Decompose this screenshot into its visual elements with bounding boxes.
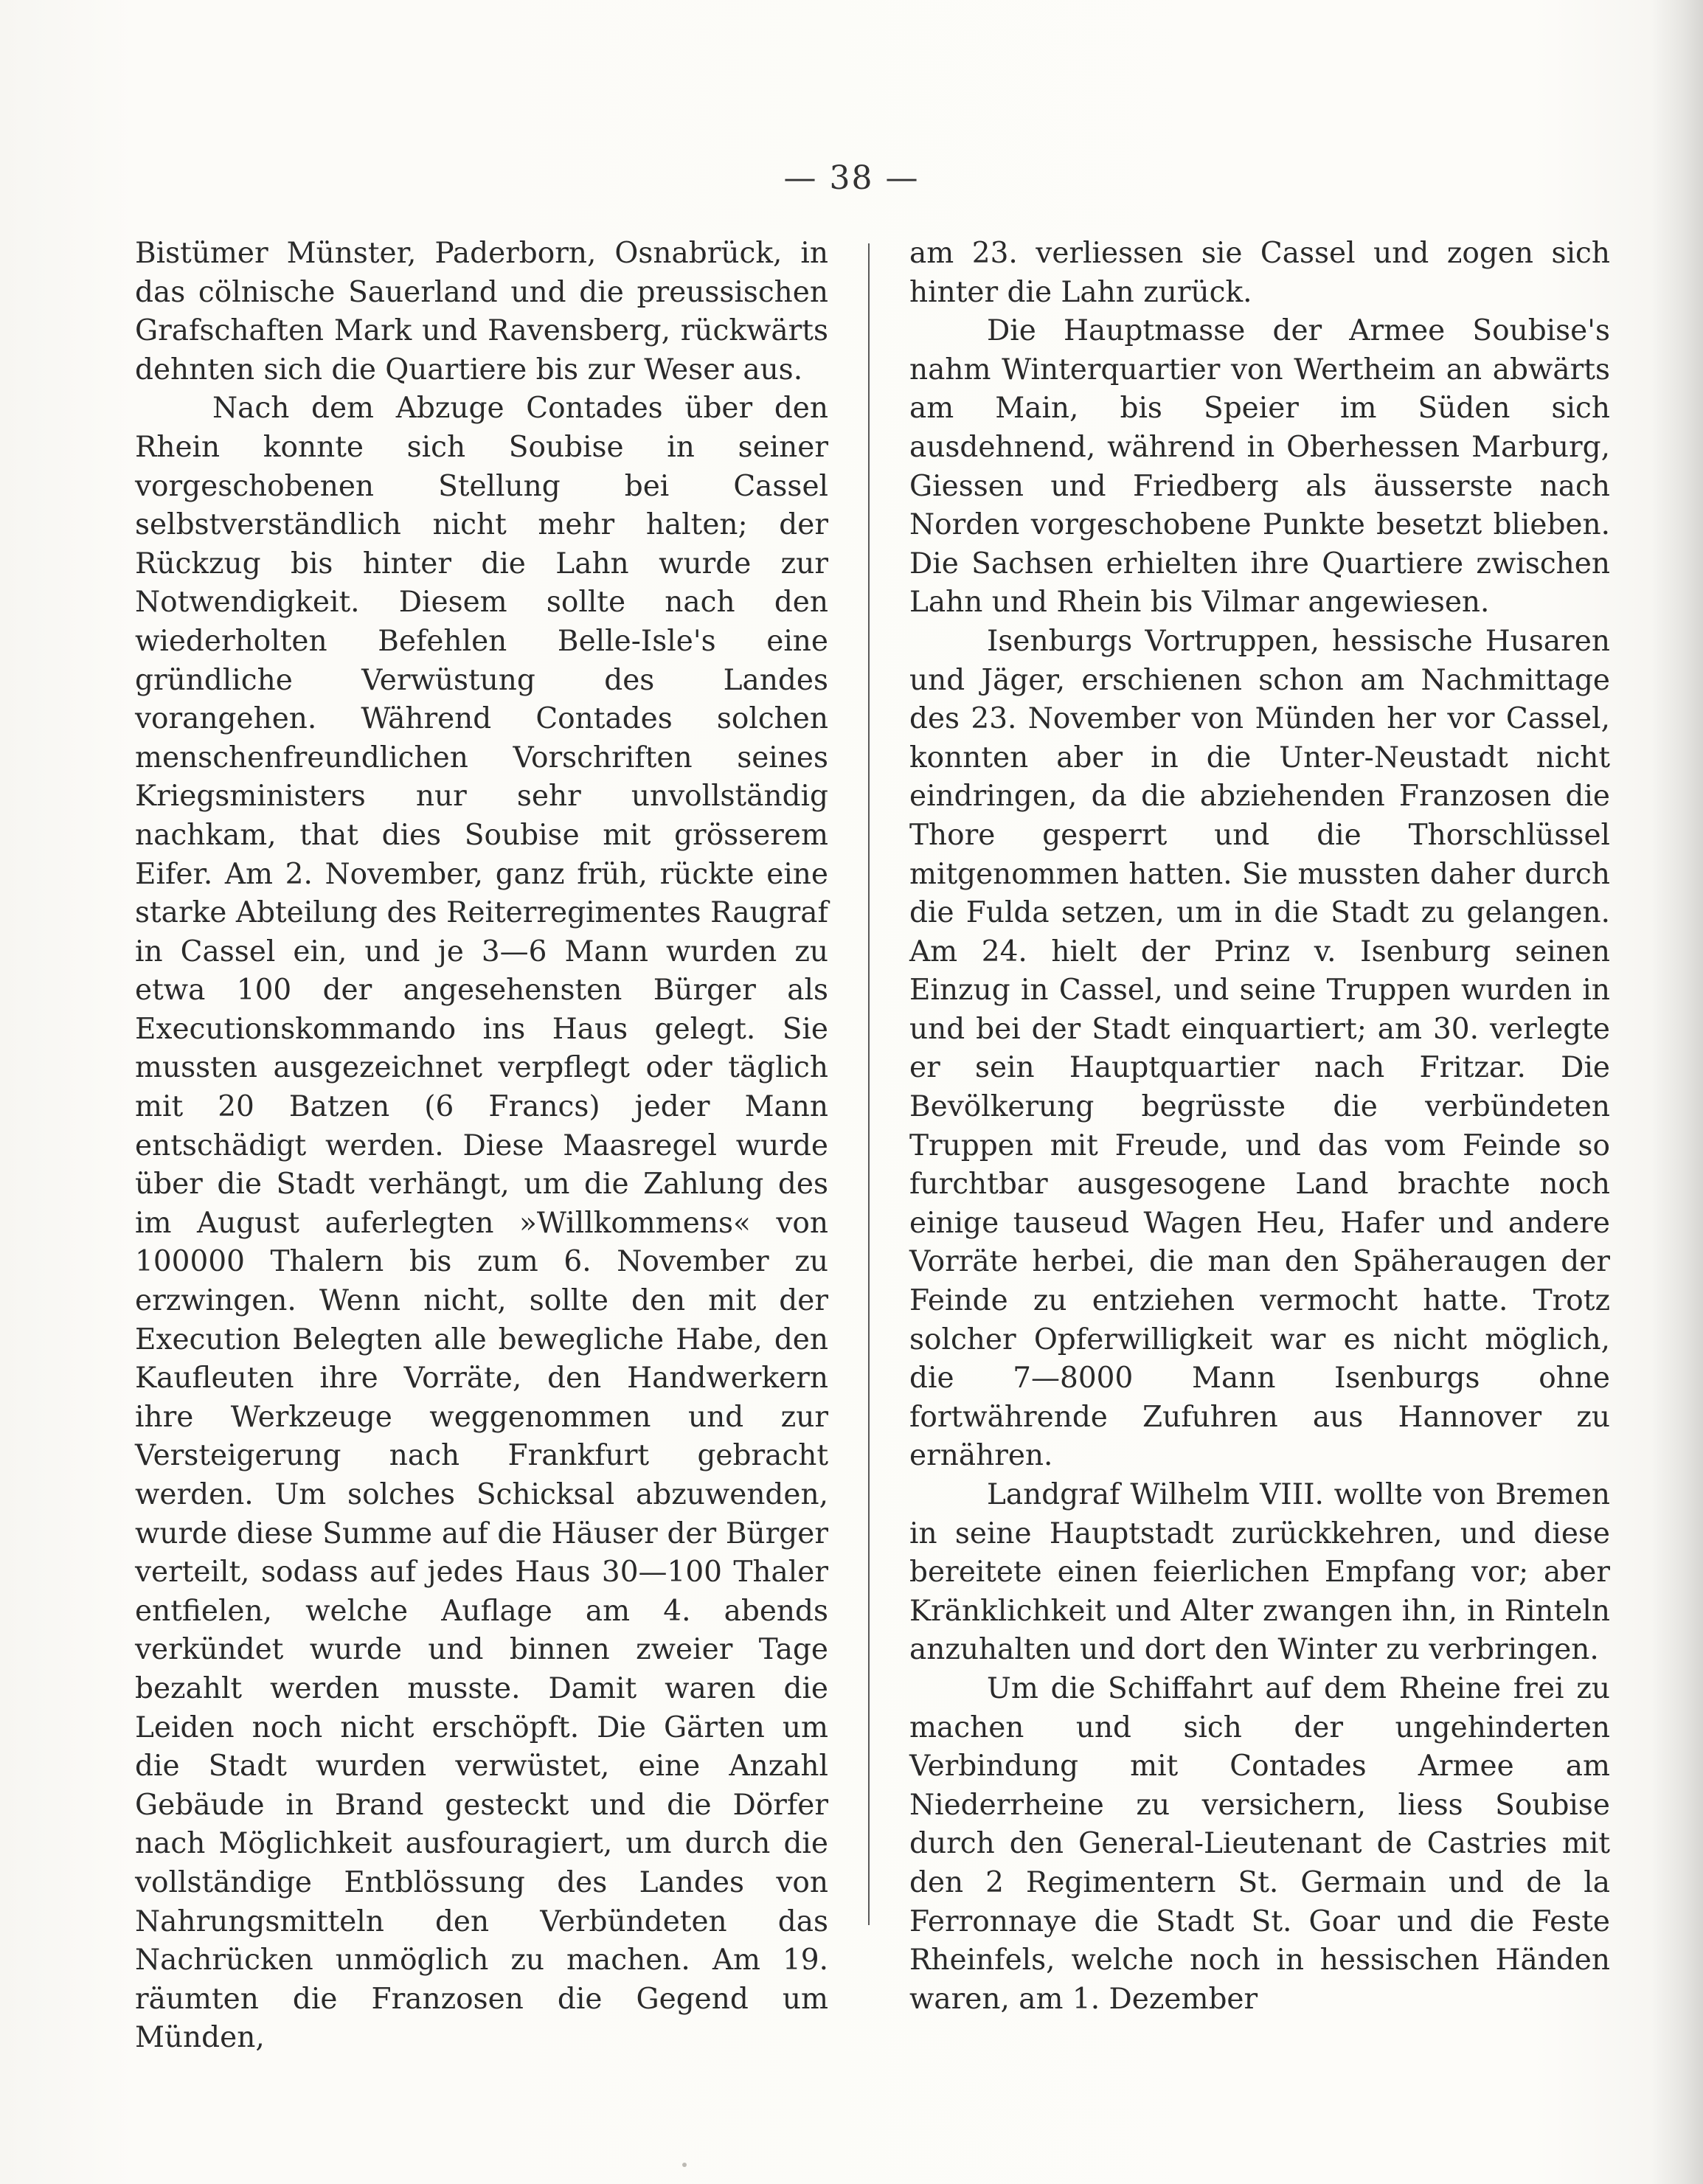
- column-divider: [868, 243, 870, 1925]
- right-column: [909, 235, 1610, 2019]
- paragraph: Die Hauptmasse der Armee Soubise's nahm Winterquartier von Wertheim an abwärts am Main, bis Speier im Süden sich ausdehnend, während in Oberhessen Marburg, Giessen und Friedberg als äusserste nach Norden vorgeschobene Punkte besetzt blieben. Die Sachsen erhielten ihre Quartiere zwischen Lahn und Rhein bis Vilmar angewiesen.: [909, 314, 1610, 620]
- paragraph: Landgraf Wilhelm VIII. wollte von Bremen in seine Hauptstadt zurückkehren, und diese bereitete einen feierlichen Empfang vor; aber Kränklichkeit und Alter zwangen ihn, in Rinteln anzuhalten und dort den Winter zu verbringen.: [909, 1478, 1610, 1667]
- page-number: — 38 —: [783, 159, 920, 197]
- paragraph: Nach dem Abzuge Contades über den Rhein konnte sich Soubise in seiner vorgeschobenen Stellung bei Cassel selbstverständlich nicht mehr halten; der Rückzug bis hinter die Lahn wurde zur Notwendigkeit. Diesem sollte nach den wiederholten Befehlen Belle-Isle's eine gründliche Verwüstung des Landes vorangehen. Während Contades solchen menschenfreundlichen Vorschriften seines Kriegsministers nur sehr unvollständig nachkam, that dies Soubise mit grösserem Eifer. Am 2. November, ganz früh, rückte eine starke Abteilung des Reiterregimentes Raugraf in Cassel ein, und je 3—6 Mann wurden zu etwa 100 der angesehensten Bürger als Executionskommando ins Haus gelegt. Sie mussten ausgezeichnet verpflegt oder täglich mit 20 Batzen (6 Francs) jeder Mann entschädigt werden. Diese Maasregel wurde über die Stadt verhängt, um die Zahlung des im August auferlegten »Willkommens« von 100000 Thalern bis zum 6. November zu erzwingen. Wenn nicht, sollte den mit der Execution Belegten alle bewegliche Habe, den Kaufleuten ihre Vorräte, den Handwerkern ihre Werkzeuge weggenommen und zur Versteigerung nach Frankfurt gebracht werden. Um solches Schicksal abzuwenden, wurde diese Summe auf die Häuser der Bürger verteilt, sodass auf jedes Haus 30—100 Thaler entfielen, welche Auflage am 4. abends verkündet wurde und binnen zweier Tage bezahlt werden musste. Damit waren die Leiden noch nicht erschöpft. Die Gärten um die Stadt wurden verwüstet, eine Anzahl Gebäude in Brand gesteckt und die Dörfer nach Möglichkeit ausfouragiert, um durch die vollständige Entblössung des Landes von Nahrungsmitteln den Verbündeten das Nachrücken unmöglich zu machen. Am 19. räumten die Franzosen die Gegend um Münden,: [135, 392, 828, 2055]
- left-column: [135, 235, 828, 2058]
- paper-speck: [682, 2163, 687, 2167]
- paragraph: Isenburgs Vortruppen, hessische Husaren und Jäger, erschienen schon am Nachmittage des 23. November von Münden her vor Cassel, konnten aber in die Unter-Neustadt nicht eindringen, da die abziehenden Franzosen die Thore gesperrt und die Thorschlüssel mitgenommen hatten. Sie mussten daher durch die Fulda setzen, um in die Stadt zu gelangen. Am 24. hielt der Prinz v. Isenburg seinen Einzug in Cassel, und seine Truppen wurden in und bei der Stadt einquartiert; am 30. verlegte er sein Hauptquartier nach Fritzar. Die Bevölkerung begrüsste die verbündeten Truppen mit Freude, und das vom Feinde so furchtbar ausgesogene Land brachte noch einige tauseud Wagen Heu, Hafer und andere Vorräte herbei, die man den Späheraugen der Feinde zu entziehen vermocht hatte. Trotz solcher Opferwilligkeit war es nicht möglich, die 7—8000 Mann Isenburgs ohne fortwährende Zufuhren aus Hannover zu ernähren.: [909, 624, 1610, 1473]
- paragraph: am 23. verliessen sie Cassel und zogen sich hinter die Lahn zurück.: [909, 237, 1610, 309]
- paragraph: Bistümer Münster, Paderborn, Osnabrück, in das cölnische Sauerland und die preussischen Grafschaften Mark und Ravensberg, rückwärts dehnten sich die Quartiere bis zur Weser aus.: [135, 237, 828, 386]
- page-edge-shadow: [1651, 0, 1703, 2184]
- paragraph: Um die Schiffahrt auf dem Rheine frei zu machen und sich der ungehinderten Verbindung mit Contades Armee am Niederrheine zu versichern, liess Soubise durch den General-Lieutenant de Castries mit den 2 Regimentern St. Germain und de la Ferronnaye die Stadt St. Goar und die Feste Rheinfels, welche noch in hessischen Händen waren, am 1. Dezember: [909, 1671, 1610, 2016]
